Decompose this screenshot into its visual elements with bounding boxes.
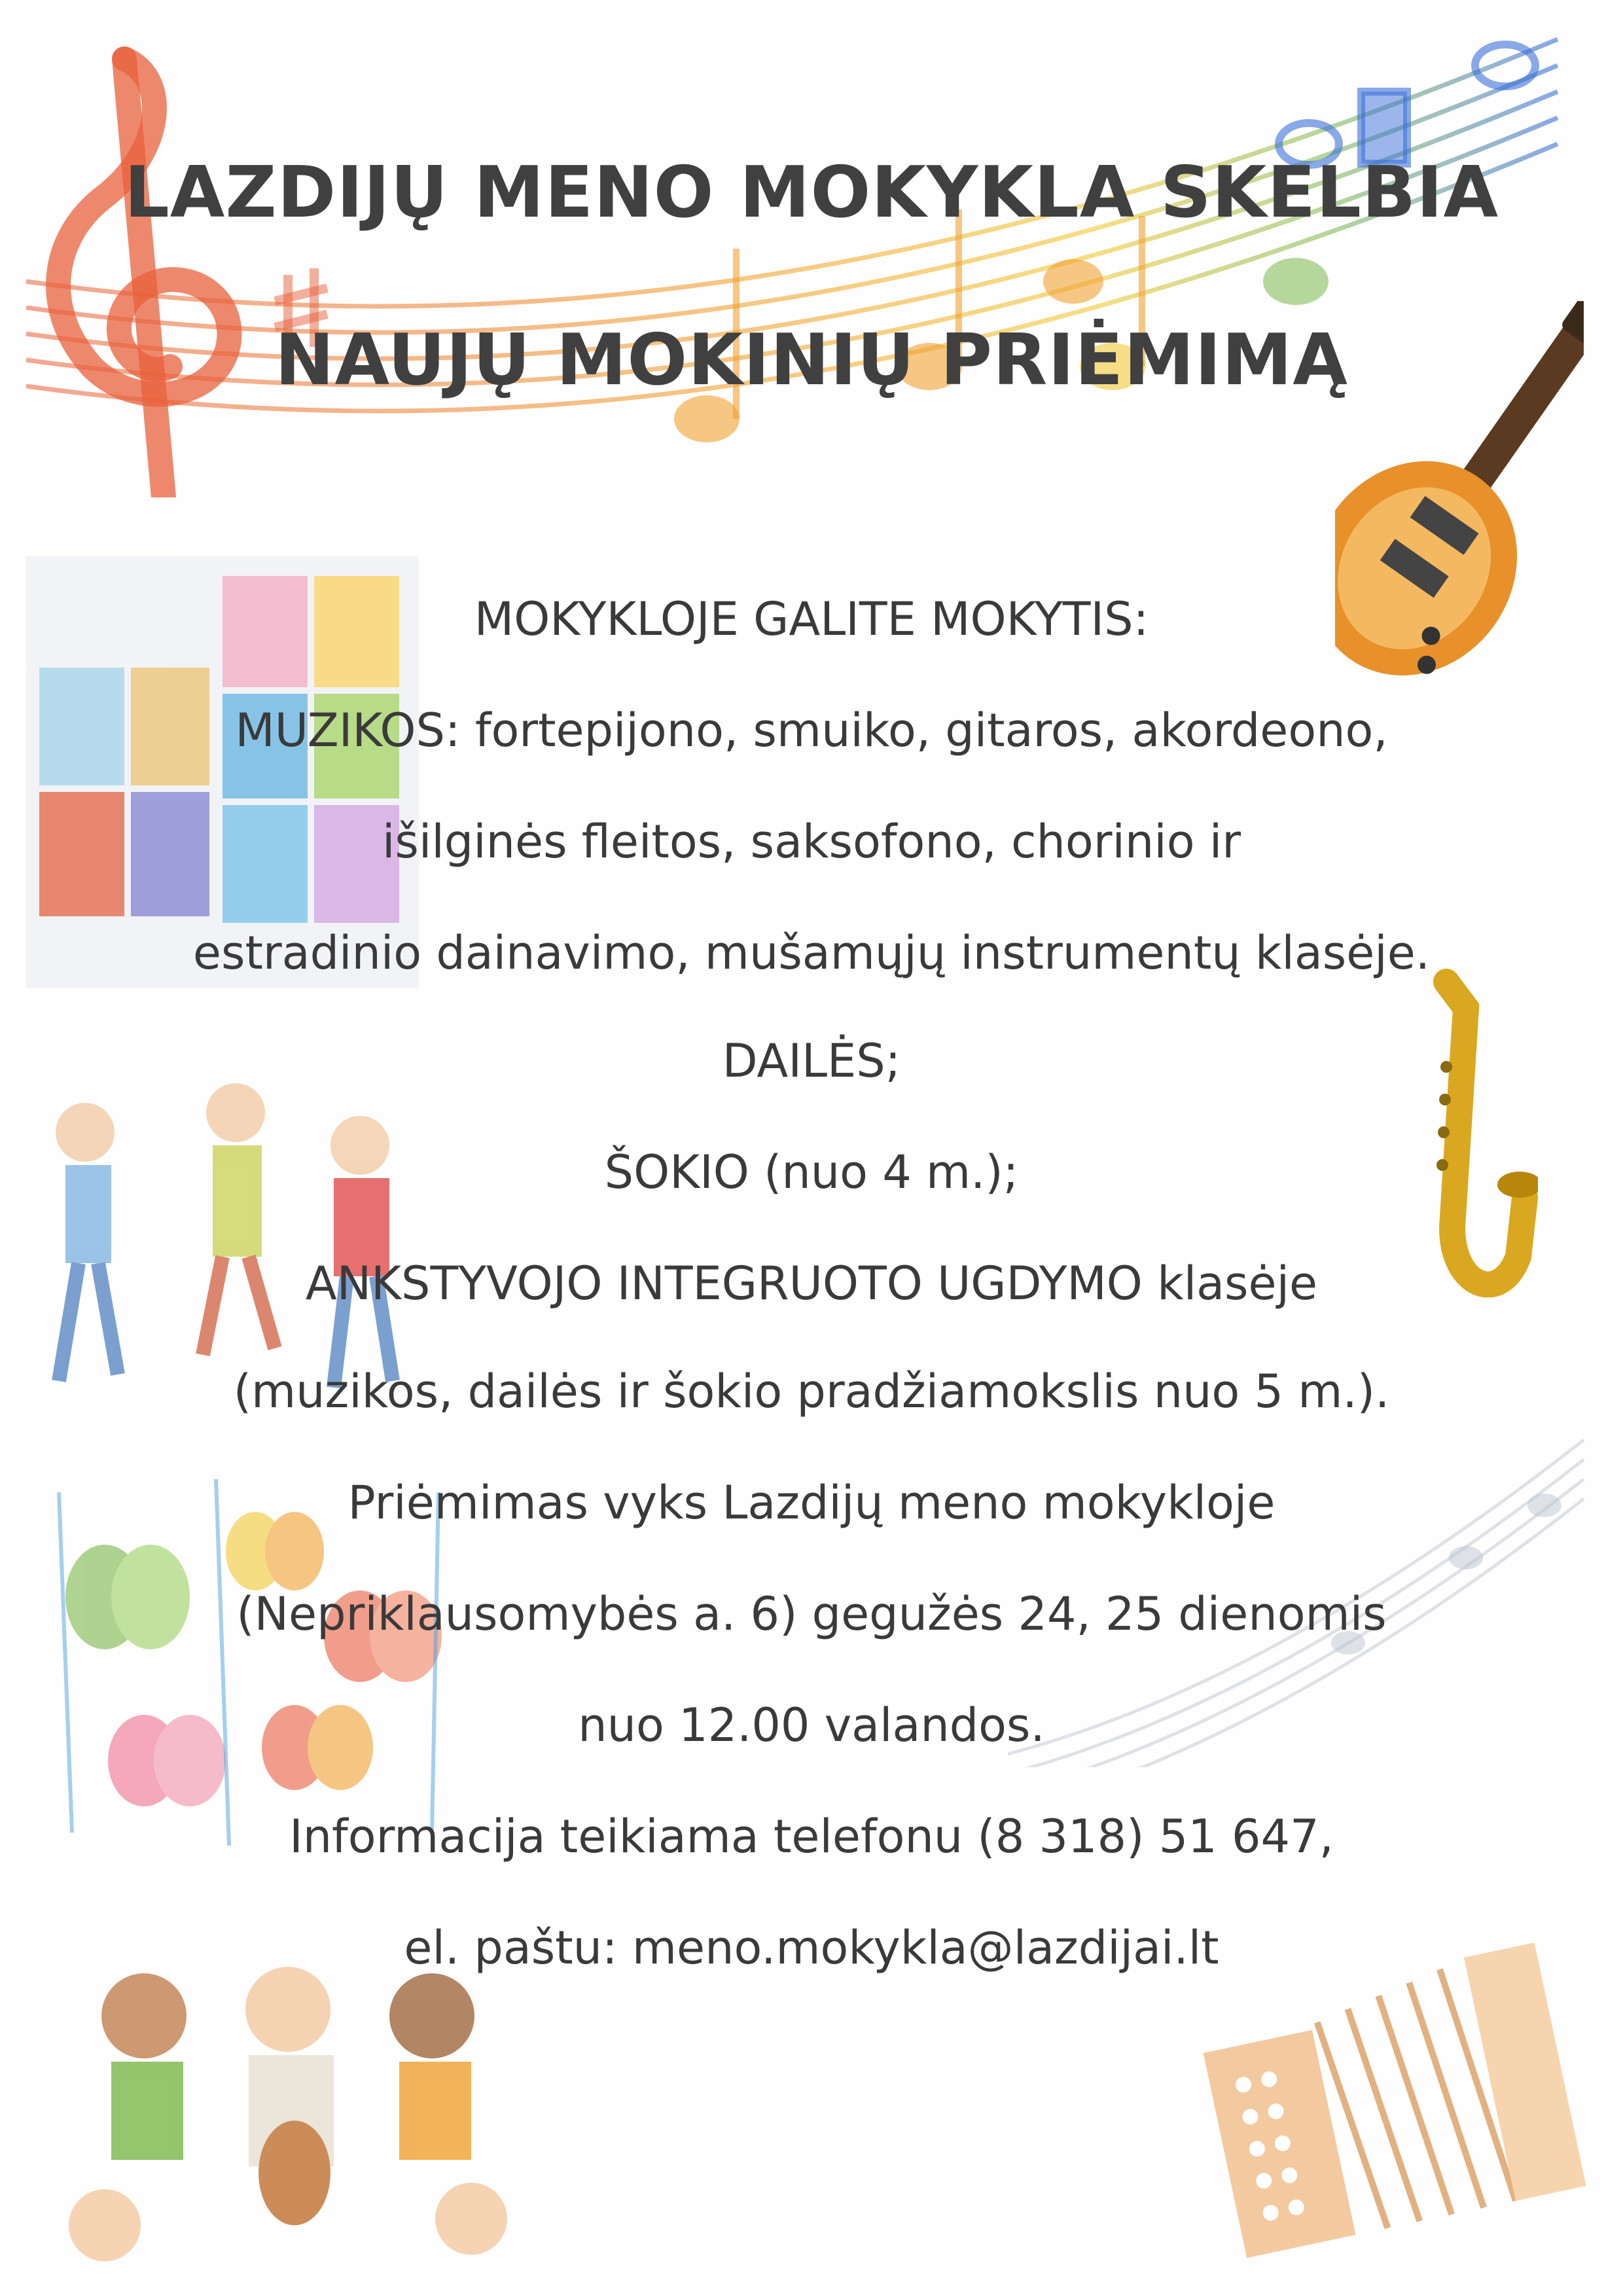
early-education-detail: (muzikos, dailės ir šokio pradžiamokslis nuo 5 m.). — [233, 1365, 1390, 1418]
dancing-children-illustration — [20, 1073, 438, 1414]
music-line-1 — [118, 704, 1505, 757]
accordion-image — [1178, 1937, 1597, 2265]
admission-line-2: (Nepriklausomybės a. 6) gegužės 24, 25 dienomis — [236, 1587, 1387, 1641]
info-phone-line: Informacija teikiama telefonu (8 318) 51 647, — [289, 1810, 1334, 1863]
art-line: DAILĖS; — [722, 1034, 901, 1088]
music-line-3: estradinio dainavimo, mušamųjų instrumentų klasėje. — [192, 926, 1431, 980]
subjects-heading: MOKYKLOJE GALITE MOKYTIS: — [474, 592, 1149, 646]
dance-line: ŠOKIO (nuo 4 m.); — [604, 1145, 1019, 1199]
early-education-line — [118, 1257, 1505, 1310]
early-education-label: ANKSTYVOJO INTEGRUOTO UGDYMO — [305, 1257, 1143, 1310]
music-instruments-1: fortepijono, smuiko, gitaros, akordeono, — [474, 704, 1388, 757]
early-education-suffix: klasėje — [1157, 1257, 1318, 1310]
admission-line-1: Priėmimas vyks Lazdijų meno mokykloje — [348, 1476, 1275, 1530]
poster-title-line-2: NAUJŲ MOKINIŲ PRIĖMIMĄ — [275, 319, 1348, 401]
music-label: MUZIKOS: — [235, 704, 461, 757]
poster-title-line-1: LAZDIJŲ MENO MOKYKLA SKELBIA — [124, 152, 1499, 234]
music-line-2: išilginės fleitos, saksofono, chorinio ir — [382, 815, 1241, 869]
treble-clef-icon — [58, 59, 229, 497]
admission-line-3: nuo 12.00 valandos. — [578, 1698, 1045, 1752]
info-email-line: el. paštu: meno.mokykla@lazdijai.lt — [404, 1921, 1219, 1975]
musician-children-illustration — [26, 1957, 563, 2271]
